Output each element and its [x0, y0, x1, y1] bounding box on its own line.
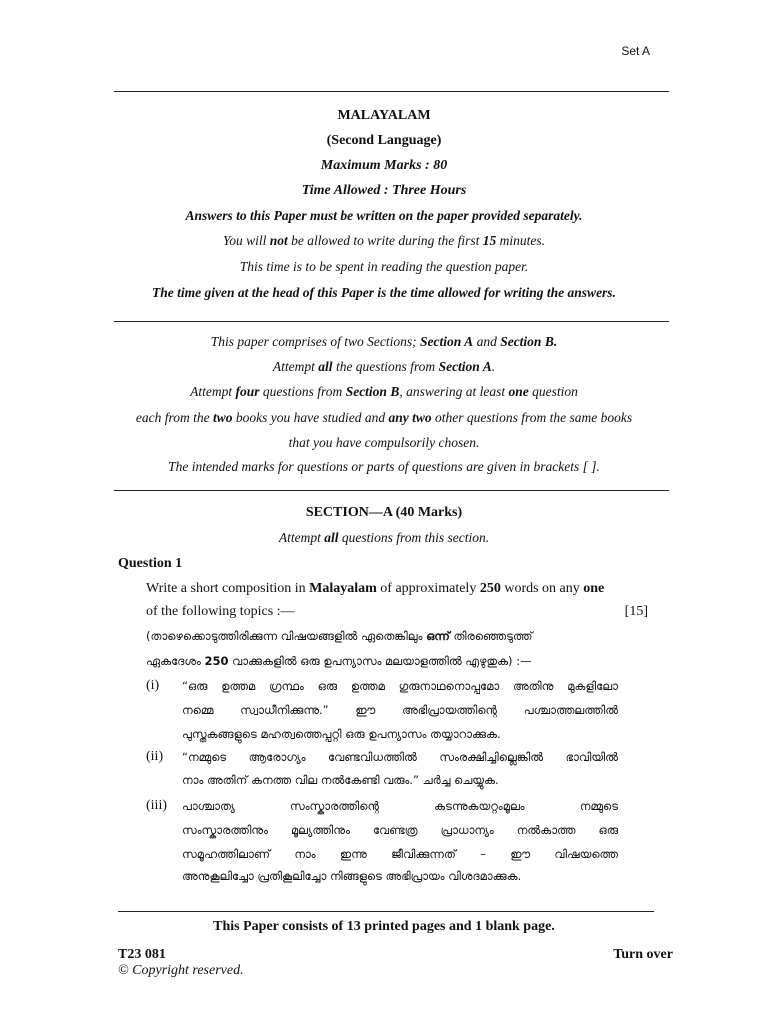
prompt-text: of approximately [376, 581, 480, 596]
topic-line: നമ്മെ സ്വാധീനിക്കുന്നു.” ഈ അഭിപ്രായത്തിന്റെ പശ്ചാത്തലത്തിൽ [182, 703, 618, 717]
section-text: Attempt [278, 530, 325, 545]
instr-emphasis: one [508, 384, 529, 399]
reading-minutes: 15 [482, 233, 497, 248]
reading-emphasis: not [269, 233, 288, 248]
section-subtitle [0, 530, 768, 546]
ml-emphasis: ഒന്ന് [426, 629, 450, 643]
prompt-emphasis: Malayalam [309, 581, 377, 596]
instr-text: and [473, 334, 501, 349]
topic-number: (ii) [146, 749, 164, 764]
instr-text: . [491, 359, 496, 374]
instr-text: each from the [135, 410, 213, 425]
section-emphasis: all [324, 530, 339, 545]
instr-emphasis: two [213, 410, 233, 425]
instructions-line-1 [0, 334, 768, 350]
topic-number: (iii) [146, 798, 167, 813]
prompt-emphasis: one [583, 581, 605, 596]
instr-emphasis: any two [388, 410, 432, 425]
reading-text: minutes. [496, 233, 546, 248]
instr-text: other questions from the same books [431, 410, 633, 425]
question-prompt-line-1 [146, 581, 604, 597]
question-prompt-line-2: of the following topics :— [146, 604, 295, 619]
instr-text: This paper comprises of two Sections; [210, 334, 421, 349]
instr-text: Attempt [190, 384, 236, 399]
instr-text: Attempt [272, 359, 319, 374]
instructions-line-2 [0, 359, 768, 375]
instr-emphasis: Section B [345, 384, 400, 399]
divider-top [114, 91, 669, 92]
topic-line: പാശ്ചാത്യ സംസ്കാരത്തിന്റെ കടന്നുകയറ്റംമൂലം നമ്മുടെ [182, 799, 618, 813]
reading-time-note [0, 233, 768, 249]
answers-note: Answers to this Paper must be written on the paper provided separately. [185, 208, 583, 223]
divider-section-top [114, 490, 669, 491]
reading-text: be allowed to write during the first [287, 233, 483, 248]
instr-text: , answering at least [399, 384, 509, 399]
ml-text: തിരഞ്ഞെടുത്ത് [449, 629, 533, 643]
instr-emphasis: all [318, 359, 333, 374]
maximum-marks: Maximum Marks : 80 [320, 158, 448, 173]
instr-emphasis: Section A [420, 334, 474, 349]
instr-emphasis: four [235, 384, 260, 399]
section-text: questions from this section. [338, 530, 490, 545]
subject-title: MALAYALAM [337, 108, 431, 123]
section-title: SECTION—A (40 Marks) [305, 505, 463, 520]
malayalam-instruction-line-1 [146, 629, 532, 644]
reading-text: You will [222, 233, 270, 248]
question-label: Question 1 [118, 556, 183, 571]
topic-line: “ഒരു ഉത്തമ ഗ്രന്ഥം ഒരു ഉത്തമ ഗുരുനാഥനൊപ്പമോ അതിനു മുകളിലോ [182, 679, 618, 693]
prompt-text: Write a short composition in [146, 581, 310, 596]
instructions-line-5: that you have compulsorily chosen. [288, 435, 480, 450]
prompt-emphasis: 250 [479, 581, 501, 596]
topic-number: (i) [146, 678, 160, 693]
topic-line: “നമ്മുടെ ആരോഗ്യം വേണ്ടവിധത്തിൽ സംരക്ഷിച്ചില്ലെങ്കിൽ ഭാവിയിൽ [182, 750, 618, 764]
topic-line: അനുകൂലിച്ചോ പ്രതികൂലിച്ചോ നിങ്ങളുടെ അഭിപ്രായം വിശദമാക്കുക. [182, 869, 522, 883]
instructions-line-3 [0, 384, 768, 400]
question-marks: [15] [624, 604, 648, 619]
ml-number: 250 [204, 654, 229, 668]
prompt-text: words on any [500, 581, 584, 596]
instructions-line-4 [0, 410, 768, 426]
instructions-line-6: The intended marks for questions or parts of questions are given in brackets [ ]. [168, 459, 600, 474]
pages-note: This Paper consists of 13 printed pages and 1 blank page. [213, 919, 555, 934]
instr-text: questions from [259, 384, 346, 399]
topic-line: നാം അതിന് കനത്ത വില നൽകേണ്ടി വരും.” ചർച്ച ചെയ്യുക. [182, 773, 499, 787]
divider-footer [118, 911, 654, 912]
time-head-note: The time given at the head of this Paper is the time allowed for writing the answers. [152, 285, 616, 300]
instr-emphasis: Section A [438, 359, 492, 374]
language-subtitle: (Second Language) [326, 133, 442, 148]
instr-text: books you have studied and [232, 410, 389, 425]
reading-purpose-note: This time is to be spent in reading the question paper. [239, 259, 529, 274]
time-allowed: Time Allowed : Three Hours [301, 183, 467, 198]
paper-code: T23 081 [118, 947, 166, 962]
copyright-note: © Copyright reserved. [118, 963, 244, 978]
divider-instructions-top [114, 321, 669, 322]
instr-emphasis: Section B. [500, 334, 558, 349]
topic-line: സമൂഹത്തിലാണ് നാം ഇന്നു ജീവിക്കുന്നത് – ഈ വിഷയത്തെ [182, 847, 618, 861]
ml-text: (താഴെക്കൊടുത്തിരിക്കുന്ന വിഷയങ്ങളിൽ ഏതെങ്കിലും [146, 629, 427, 643]
set-label: Set A [621, 44, 650, 58]
topic-line: സംസ്കാരത്തിനും മൂല്യത്തിനും വേണ്ടത്ര പ്രാധാന്യം നൽകാത്ത ഒരു [182, 823, 618, 837]
instr-text: question [528, 384, 578, 399]
turn-over-label: Turn over [613, 947, 673, 962]
ml-text: വാക്കുകളിൽ ഒരു ഉപന്യാസം മലയാളത്തിൽ എഴുതുക) :— [228, 654, 532, 668]
ml-text: ഏകദേശം [146, 654, 205, 668]
topic-line: പുസ്തകങ്ങളുടെ മഹത്വത്തെപ്പറ്റി ഒരു ഉപന്യാസം തയ്യാറാക്കുക. [182, 727, 501, 741]
instr-text: the questions from [332, 359, 439, 374]
malayalam-instruction-line-2 [146, 654, 532, 669]
